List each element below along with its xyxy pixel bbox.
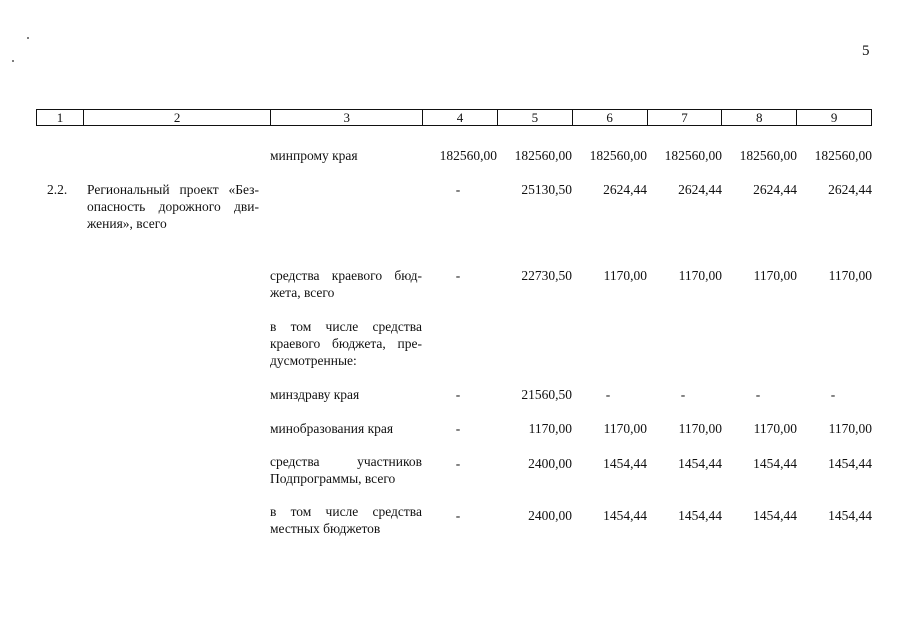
cell-col-6: 1454,44 <box>603 508 647 523</box>
cell-col-7: 1454,44 <box>678 508 722 523</box>
row-label: минздраву края <box>270 387 360 402</box>
row-label-line: жета, всего <box>270 285 335 300</box>
cell-col-6: - <box>605 387 611 402</box>
cell-col-5: 1170,00 <box>528 421 572 436</box>
header-col-1: 1 <box>56 110 64 125</box>
cell-col-8: 1454,44 <box>753 508 797 523</box>
row-label-line: средства участников <box>270 454 422 469</box>
cell-col-4: - <box>455 182 461 197</box>
row-label-line: средства краевого бюд- <box>270 268 422 283</box>
cell-col-4: - <box>455 387 461 402</box>
cell-col-5: 182560,00 <box>514 148 572 163</box>
cell-col-6: 1454,44 <box>603 456 647 471</box>
row-label-line: дусмотренные: <box>270 353 357 368</box>
row-label-line: в том числе средства <box>270 504 422 519</box>
cell-col-9: 1170,00 <box>828 421 872 436</box>
row-title-line: Региональный проект «Без- <box>87 182 259 197</box>
cell-col-4: - <box>455 456 461 471</box>
cell-col-5: 21560,50 <box>521 387 572 402</box>
cell-col-4: - <box>455 421 461 436</box>
row-label-line: краевого бюджета, пре- <box>270 336 422 351</box>
row-title-line: опасность дорожного дви- <box>87 199 259 214</box>
header-col-3: 3 <box>270 110 422 125</box>
cell-col-9: 1170,00 <box>828 268 872 283</box>
cell-col-6: 1170,00 <box>603 268 647 283</box>
header-col-5: 5 <box>497 110 572 125</box>
row-number: 2.2. <box>47 182 68 197</box>
cell-col-6: 2624,44 <box>603 182 647 197</box>
cell-col-5: 22730,50 <box>521 268 572 283</box>
cell-col-6: 182560,00 <box>589 148 647 163</box>
header-col-2: 2 <box>83 110 271 125</box>
cell-col-8: - <box>755 387 761 402</box>
row-label: минобразования края <box>270 421 394 436</box>
row-label-line: местных бюджетов <box>270 521 381 536</box>
cell-col-9: 182560,00 <box>814 148 872 163</box>
row-label-line: Подпрограммы, всего <box>270 471 396 486</box>
cell-col-9: - <box>830 387 836 402</box>
cell-col-8: 2624,44 <box>753 182 797 197</box>
cell-col-9: 2624,44 <box>828 182 872 197</box>
cell-col-5: 25130,50 <box>521 182 572 197</box>
cell-col-8: 182560,00 <box>739 148 797 163</box>
cell-col-7: - <box>680 387 686 402</box>
header-col-7: 7 <box>647 110 722 125</box>
cell-col-4: - <box>455 268 461 283</box>
header-col-6: 6 <box>572 110 647 125</box>
cell-col-8: 1170,00 <box>753 268 797 283</box>
cell-col-9: 1454,44 <box>828 508 872 523</box>
scan-speck <box>12 60 14 62</box>
row-title-line: жения», всего <box>87 216 167 231</box>
cell-col-6: 1170,00 <box>603 421 647 436</box>
cell-col-5: 2400,00 <box>528 508 572 523</box>
table-header-row <box>36 109 872 126</box>
cell-col-7: 1170,00 <box>678 421 722 436</box>
cell-col-7: 2624,44 <box>678 182 722 197</box>
cell-col-8: 1170,00 <box>753 421 797 436</box>
row-label-line: в том числе средства <box>270 319 422 334</box>
row-label: минпрому края <box>270 148 358 163</box>
cell-col-9: 1454,44 <box>828 456 872 471</box>
scan-speck <box>27 37 29 39</box>
cell-col-7: 1170,00 <box>678 268 722 283</box>
page-number: 5 <box>862 43 870 59</box>
header-col-8: 8 <box>721 110 796 125</box>
cell-col-7: 182560,00 <box>664 148 722 163</box>
cell-col-4: - <box>455 508 461 523</box>
cell-col-8: 1454,44 <box>753 456 797 471</box>
cell-col-4: 182560,00 <box>439 148 497 163</box>
header-col-9: 9 <box>796 110 871 125</box>
header-col-4: 4 <box>422 110 497 125</box>
cell-col-7: 1454,44 <box>678 456 722 471</box>
cell-col-5: 2400,00 <box>528 456 572 471</box>
